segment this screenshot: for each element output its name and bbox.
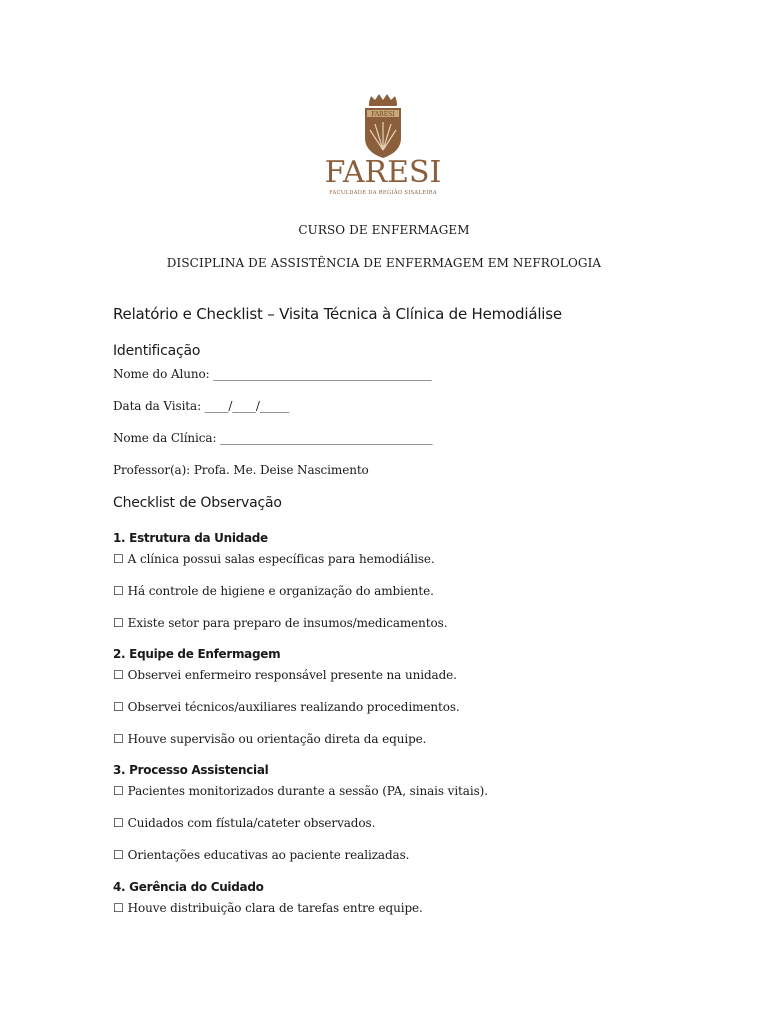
checklist-item-label: Houve distribuição clara de tarefas entre equipe. xyxy=(127,901,423,915)
checkbox-icon[interactable]: ☐ xyxy=(113,552,124,566)
checklist-item-label: Existe setor para preparo de insumos/medicamentos. xyxy=(127,616,448,630)
checklist-item[interactable] xyxy=(113,848,409,862)
faresi-logo-graphic xyxy=(305,92,461,200)
checklist-item-label: Há controle de higiene e organização do ambiente. xyxy=(127,584,434,598)
professor-line: Professor(a): Profa. Me. Deise Nascimento xyxy=(113,463,369,477)
checkbox-icon[interactable]: ☐ xyxy=(113,700,124,714)
checkbox-icon[interactable]: ☐ xyxy=(113,816,124,830)
section-title: 4. Gerência do Cuidado xyxy=(113,880,264,894)
faresi-logo xyxy=(305,92,461,200)
logo-tagline: FACULDADE DA REGIÃO SISALEIRA xyxy=(329,190,437,196)
clinic-name-field: Nome da Clínica: ____________________________________ xyxy=(113,431,433,445)
document-title: Relatório e Checklist – Visita Técnica à Clínica de Hemodiálise xyxy=(113,305,562,323)
checklist-item-label: A clínica possui salas específicas para hemodiálise. xyxy=(127,552,435,566)
checklist-item-label: Orientações educativas ao paciente realizadas. xyxy=(127,848,410,862)
checkbox-icon[interactable]: ☐ xyxy=(113,784,124,798)
checklist-item[interactable] xyxy=(113,700,460,714)
section-title: 3. Processo Assistencial xyxy=(113,763,269,777)
checklist-item[interactable] xyxy=(113,584,434,598)
checklist-heading: Checklist de Observação xyxy=(113,495,282,511)
checklist-item[interactable] xyxy=(113,616,447,630)
student-name-field: Nome do Aluno: _____________________________________ xyxy=(113,367,432,381)
checklist-item-label: Observei enfermeiro responsável presente na unidade. xyxy=(127,668,457,682)
identification-heading: Identificação xyxy=(113,343,201,359)
course-name: CURSO DE ENFERMAGEM xyxy=(298,223,470,237)
checkbox-icon[interactable]: ☐ xyxy=(113,732,124,746)
visit-date-field: Data da Visita: ____/____/_____ xyxy=(113,399,290,413)
checklist-item[interactable] xyxy=(113,784,488,798)
checklist-item[interactable] xyxy=(113,816,375,830)
checkbox-icon[interactable]: ☐ xyxy=(113,848,124,862)
checkbox-icon[interactable]: ☐ xyxy=(113,901,124,915)
checklist-item-label: Houve supervisão ou orientação direta da equipe. xyxy=(127,732,427,746)
checkbox-icon[interactable]: ☐ xyxy=(113,616,124,630)
checklist-item[interactable] xyxy=(113,668,457,682)
section-title: 1. Estrutura da Unidade xyxy=(113,531,268,545)
checklist-item[interactable] xyxy=(113,552,435,566)
discipline-name: DISCIPLINA DE ASSISTÊNCIA DE ENFERMAGEM EM NEFROLOGIA xyxy=(166,256,602,270)
section-title: 2. Equipe de Enfermagem xyxy=(113,647,281,661)
checklist-item-label: Cuidados com fístula/cateter observados. xyxy=(127,816,376,830)
checklist-item[interactable] xyxy=(113,901,423,915)
checklist-item-label: Pacientes monitorizados durante a sessão (PA, sinais vitais). xyxy=(127,784,488,798)
checkbox-icon[interactable]: ☐ xyxy=(113,584,124,598)
checklist-item[interactable] xyxy=(113,732,426,746)
checkbox-icon[interactable]: ☐ xyxy=(113,668,124,682)
checklist-item-label: Observei técnicos/auxiliares realizando procedimentos. xyxy=(127,700,460,714)
logo-wordmark: FARESI xyxy=(324,155,442,190)
crest-text: FARESI xyxy=(371,111,395,118)
